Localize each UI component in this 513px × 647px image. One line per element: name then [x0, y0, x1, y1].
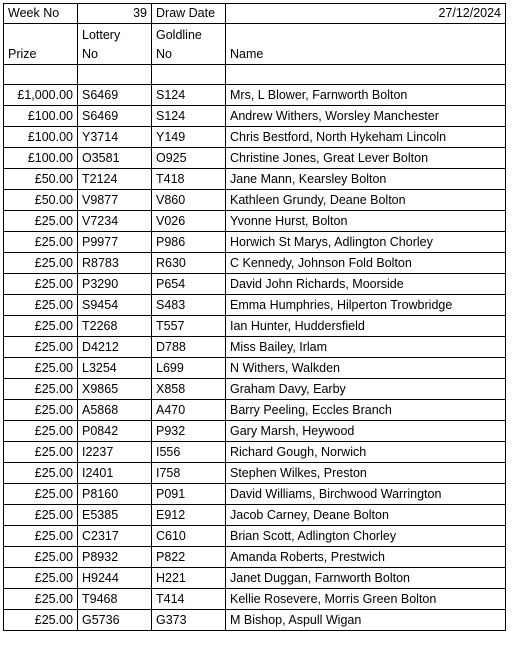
- week-label: Week No: [4, 4, 78, 24]
- name-cell: Graham Davy, Earby: [226, 379, 506, 400]
- goldline-no-cell: D788: [152, 337, 226, 358]
- lottery-no-cell: O3581: [78, 148, 152, 169]
- table-row: [4, 505, 506, 526]
- table-row: [4, 589, 506, 610]
- prize-cell: £25.00: [4, 442, 78, 463]
- lottery-no-cell: T9468: [78, 589, 152, 610]
- goldline-no-cell: O925: [152, 148, 226, 169]
- name-header: [226, 24, 506, 65]
- goldline-no-cell: C610: [152, 526, 226, 547]
- prize-cell: £25.00: [4, 505, 78, 526]
- table-row: [4, 211, 506, 232]
- table-row: [4, 316, 506, 337]
- table-row: [4, 127, 506, 148]
- goldline-no-cell: T418: [152, 169, 226, 190]
- goldline-no-cell: R630: [152, 253, 226, 274]
- name-cell: Janet Duggan, Farnworth Bolton: [226, 568, 506, 589]
- table-row: [4, 85, 506, 106]
- name-cell: Stephen Wilkes, Preston: [226, 463, 506, 484]
- name-header-text: Name: [230, 47, 264, 61]
- lottery-header-line2: No: [82, 47, 98, 61]
- goldline-no-cell: S483: [152, 295, 226, 316]
- lottery-no-cell: D4212: [78, 337, 152, 358]
- table-row: [4, 463, 506, 484]
- blank-cell: [152, 65, 226, 85]
- prize-cell: £25.00: [4, 568, 78, 589]
- prize-cell: £1,000.00: [4, 85, 78, 106]
- lottery-no-cell: P8932: [78, 547, 152, 568]
- name-cell: Gary Marsh, Heywood: [226, 421, 506, 442]
- goldline-no-cell: E912: [152, 505, 226, 526]
- name-cell: C Kennedy, Johnson Fold Bolton: [226, 253, 506, 274]
- lottery-header: [78, 24, 152, 65]
- goldline-no-cell: I758: [152, 463, 226, 484]
- prize-cell: £100.00: [4, 106, 78, 127]
- goldline-header: [152, 24, 226, 65]
- goldline-no-cell: T557: [152, 316, 226, 337]
- name-cell: Miss Bailey, Irlam: [226, 337, 506, 358]
- prize-cell: £50.00: [4, 169, 78, 190]
- name-cell: M Bishop, Aspull Wigan: [226, 610, 506, 631]
- name-cell: Yvonne Hurst, Bolton: [226, 211, 506, 232]
- goldline-header-line2: No: [156, 47, 172, 61]
- table-row: [4, 400, 506, 421]
- prize-cell: £50.00: [4, 190, 78, 211]
- prize-header-text: Prize: [8, 47, 37, 61]
- goldline-no-cell: G373: [152, 610, 226, 631]
- table-row: [4, 253, 506, 274]
- blank-cell: [4, 65, 78, 85]
- table-row: [4, 274, 506, 295]
- lottery-no-cell: S6469: [78, 106, 152, 127]
- name-cell: N Withers, Walkden: [226, 358, 506, 379]
- goldline-no-cell: P986: [152, 232, 226, 253]
- prize-cell: £25.00: [4, 610, 78, 631]
- name-cell: Horwich St Marys, Adlington Chorley: [226, 232, 506, 253]
- prize-cell: £25.00: [4, 379, 78, 400]
- goldline-no-cell: Y149: [152, 127, 226, 148]
- goldline-no-cell: P822: [152, 547, 226, 568]
- lottery-no-cell: P0842: [78, 421, 152, 442]
- lottery-no-cell: T2268: [78, 316, 152, 337]
- lottery-no-cell: T2124: [78, 169, 152, 190]
- header-row: [4, 4, 506, 24]
- lottery-no-cell: I2237: [78, 442, 152, 463]
- results-table-body: [4, 4, 506, 631]
- lottery-no-cell: Y3714: [78, 127, 152, 148]
- name-cell: David John Richards, Moorside: [226, 274, 506, 295]
- goldline-no-cell: S124: [152, 85, 226, 106]
- name-cell: Barry Peeling, Eccles Branch: [226, 400, 506, 421]
- table-row: [4, 148, 506, 169]
- goldline-no-cell: H221: [152, 568, 226, 589]
- lottery-no-cell: A5868: [78, 400, 152, 421]
- blank-cell: [226, 65, 506, 85]
- table-row: [4, 337, 506, 358]
- lottery-no-cell: V7234: [78, 211, 152, 232]
- name-cell: Kathleen Grundy, Deane Bolton: [226, 190, 506, 211]
- results-sheet: [3, 3, 506, 631]
- results-table: [3, 3, 506, 631]
- lottery-no-cell: E5385: [78, 505, 152, 526]
- goldline-no-cell: S124: [152, 106, 226, 127]
- prize-cell: £25.00: [4, 463, 78, 484]
- goldline-no-cell: V026: [152, 211, 226, 232]
- name-cell: David Williams, Birchwood Warrington: [226, 484, 506, 505]
- goldline-no-cell: V860: [152, 190, 226, 211]
- blank-cell: [78, 65, 152, 85]
- table-row: [4, 484, 506, 505]
- prize-cell: £25.00: [4, 589, 78, 610]
- table-row: [4, 106, 506, 127]
- name-cell: Mrs, L Blower, Farnworth Bolton: [226, 85, 506, 106]
- table-row: [4, 169, 506, 190]
- lottery-no-cell: V9877: [78, 190, 152, 211]
- week-value: 39: [78, 4, 152, 24]
- table-row: [4, 610, 506, 631]
- lottery-no-cell: P8160: [78, 484, 152, 505]
- goldline-no-cell: A470: [152, 400, 226, 421]
- name-cell: Christine Jones, Great Lever Bolton: [226, 148, 506, 169]
- draw-date-value: 27/12/2024: [226, 4, 506, 24]
- lottery-no-cell: S6469: [78, 85, 152, 106]
- prize-cell: £100.00: [4, 148, 78, 169]
- lottery-no-cell: P9977: [78, 232, 152, 253]
- goldline-no-cell: X858: [152, 379, 226, 400]
- lottery-no-cell: P3290: [78, 274, 152, 295]
- prize-cell: £100.00: [4, 127, 78, 148]
- name-cell: Jacob Carney, Deane Bolton: [226, 505, 506, 526]
- prize-cell: £25.00: [4, 484, 78, 505]
- name-cell: Jane Mann, Kearsley Bolton: [226, 169, 506, 190]
- table-row: [4, 379, 506, 400]
- blank-row: [4, 65, 506, 85]
- table-row: [4, 421, 506, 442]
- goldline-header-line1: Goldline: [156, 28, 202, 42]
- name-cell: Amanda Roberts, Prestwich: [226, 547, 506, 568]
- prize-cell: £25.00: [4, 526, 78, 547]
- goldline-no-cell: P932: [152, 421, 226, 442]
- lottery-no-cell: H9244: [78, 568, 152, 589]
- prize-cell: £25.00: [4, 547, 78, 568]
- lottery-no-cell: X9865: [78, 379, 152, 400]
- lottery-no-cell: I2401: [78, 463, 152, 484]
- name-cell: Brian Scott, Adlington Chorley: [226, 526, 506, 547]
- prize-cell: £25.00: [4, 316, 78, 337]
- table-row: [4, 232, 506, 253]
- name-cell: Emma Humphries, Hilperton Trowbridge: [226, 295, 506, 316]
- prize-cell: £25.00: [4, 295, 78, 316]
- prize-cell: £25.00: [4, 211, 78, 232]
- prize-header: [4, 24, 78, 65]
- table-row: [4, 547, 506, 568]
- name-cell: Ian Hunter, Huddersfield: [226, 316, 506, 337]
- table-row: [4, 358, 506, 379]
- table-row: [4, 295, 506, 316]
- prize-cell: £25.00: [4, 421, 78, 442]
- prize-cell: £25.00: [4, 232, 78, 253]
- lottery-no-cell: S9454: [78, 295, 152, 316]
- goldline-no-cell: P654: [152, 274, 226, 295]
- prize-cell: £25.00: [4, 253, 78, 274]
- goldline-no-cell: I556: [152, 442, 226, 463]
- prize-cell: £25.00: [4, 400, 78, 421]
- table-row: [4, 526, 506, 547]
- table-row: [4, 442, 506, 463]
- prize-cell: £25.00: [4, 358, 78, 379]
- lottery-no-cell: R8783: [78, 253, 152, 274]
- name-cell: Chris Bestford, North Hykeham Lincoln: [226, 127, 506, 148]
- lottery-no-cell: L3254: [78, 358, 152, 379]
- draw-date-label: Draw Date: [152, 4, 226, 24]
- table-row: [4, 568, 506, 589]
- column-header-row: [4, 24, 506, 65]
- prize-cell: £25.00: [4, 337, 78, 358]
- lottery-no-cell: C2317: [78, 526, 152, 547]
- goldline-no-cell: L699: [152, 358, 226, 379]
- name-cell: Kellie Rosevere, Morris Green Bolton: [226, 589, 506, 610]
- goldline-no-cell: P091: [152, 484, 226, 505]
- lottery-header-line1: Lottery: [82, 28, 121, 42]
- table-row: [4, 190, 506, 211]
- goldline-no-cell: T414: [152, 589, 226, 610]
- prize-cell: £25.00: [4, 274, 78, 295]
- name-cell: Andrew Withers, Worsley Manchester: [226, 106, 506, 127]
- name-cell: Richard Gough, Norwich: [226, 442, 506, 463]
- lottery-no-cell: G5736: [78, 610, 152, 631]
